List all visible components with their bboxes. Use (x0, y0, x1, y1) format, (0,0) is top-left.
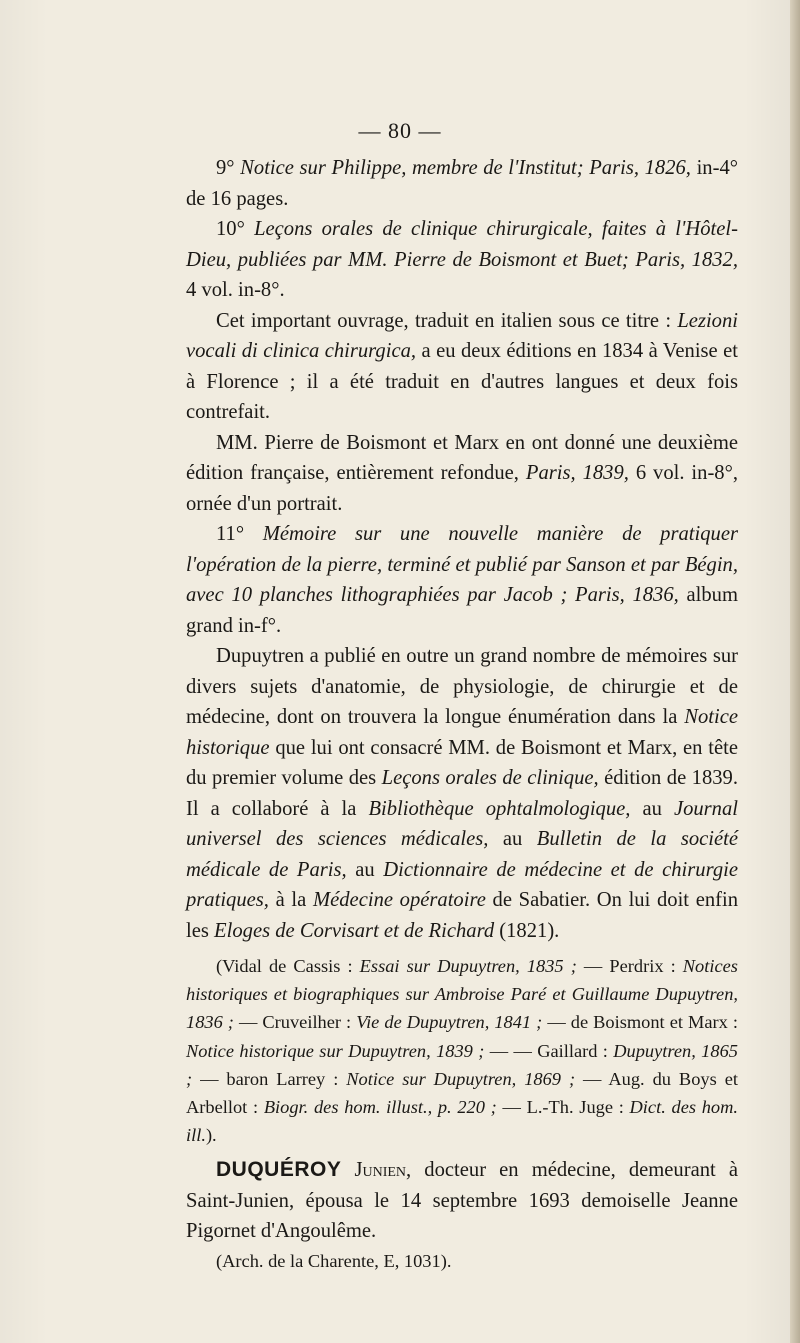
italic-place-date: Paris, 1839, (525, 462, 629, 484)
ref-author: — de Boismont et Marx : (547, 1012, 738, 1033)
ref-title: Notices historiques et biographiques sur Ambroise Paré et Guillaume Dupuytren, 1836 ; (186, 956, 738, 1033)
page-edge (790, 0, 800, 1343)
ref-title: Biogr. des hom. illust., p. 220 ; (263, 1097, 497, 1118)
body-text (186, 153, 738, 1275)
entry-9 (186, 153, 738, 214)
ref-title: Dict. des hom. ill. (186, 1097, 738, 1146)
ref-title: Notice historique sur Dupuytren, 1839 ; (186, 1040, 485, 1061)
italic-title: Lezioni vocali di clinica chirurgica, (186, 309, 738, 362)
entry-10-number: 10° (216, 218, 245, 240)
entry-duqueroy (186, 1155, 738, 1247)
text-run: édition de 1839. Il a collaboré à la (186, 767, 739, 820)
ref-title: Notice sur Dupuytren, 1869 ; (346, 1068, 576, 1089)
italic-title: Dictionnaire de médecine et de chirurgie pratiques, (186, 858, 738, 911)
text-run: Dupuytren a publié en outre un grand nombre de mémoires sur divers sujets d'anatomie, de physiologie, de chirurgie et de médecine, dont on trouvera la longue énumération dans la (186, 645, 738, 728)
entry-10-title: Leçons orales de clinique chirurgicale, faites à l'Hôtel-Dieu, publiées par MM. Pierre de Boismont et Buet; Paris, 1832, (186, 218, 738, 271)
ref-title: Essai sur Dupuytren, 1835 ; (359, 956, 577, 976)
italic-title: Eloges de Corvisart et de Richard (214, 919, 495, 942)
ref-close: ). (205, 1125, 217, 1146)
entry-10 (186, 214, 738, 306)
entry-text: docteur en médecine, demeurant à Saint-Junien, épousa le 14 septembre 1693 demoiselle Jeanne Pigornet d'Angoulême. (186, 1159, 738, 1243)
text-run: de Sabatier. On lui doit enfin les (186, 889, 739, 942)
source-citation: (Arch. de la Charente, E, 1031). (216, 1250, 452, 1271)
ref-author: — Perdrix : (583, 956, 676, 976)
text-run: au (642, 797, 662, 820)
text-run: (1821). (499, 919, 560, 942)
entry-11-title: Mémoire sur une nouvelle manière de pratiquer l'opération de la pierre, terminé et publié par Sanson et par Bégin, avec 10 planches lithographiées par Jacob ; Paris, 1836, (186, 523, 738, 606)
entry-11-number: 11° (216, 523, 245, 545)
entry-11 (186, 519, 738, 641)
text-run: que lui ont consacré MM. de Boismont et Marx, en tête du premier volume des (186, 736, 738, 789)
entry-9-format: in-4° de 16 pages. (186, 157, 738, 210)
text-run: Cet important ouvrage, traduit en italien sous ce titre : (216, 309, 672, 332)
ref-author: — — Gaillard : (489, 1040, 608, 1061)
italic-title: Médecine opératoire (312, 889, 486, 911)
ref-author: — Aug. du Boys et Arbellot : (186, 1068, 738, 1118)
page-number: — 80 — (358, 118, 442, 143)
paragraph-second-edition (186, 428, 738, 520)
paragraph-translation (186, 306, 738, 428)
entry-9-number: 9° (216, 157, 235, 179)
entry-11-format: album grand in-f°. (186, 584, 738, 637)
italic-title: Notice historique (186, 706, 739, 759)
references (186, 952, 738, 1149)
ref-title: Dupuytren, 1865 ; (186, 1040, 738, 1089)
entry-9-title: Notice sur Philippe, membre de l'Institut; Paris, 1826, (240, 157, 691, 179)
text-run: au (355, 858, 375, 881)
entry-first-name: Junien, (354, 1159, 412, 1182)
italic-title: Leçons orales de clinique, (381, 767, 599, 789)
entry-10-format: 4 vol. in-8°. (186, 279, 285, 301)
italic-title: Bulletin de la société médicale de Paris, (186, 828, 738, 881)
ref-author: — Cruveilher : (238, 1012, 352, 1033)
entry-source (186, 1247, 738, 1275)
entry-name: DUQUÉROY (216, 1158, 342, 1182)
ref-author: (Vidal de Cassis : (216, 956, 353, 976)
italic-title: Bibliothèque ophtalmologique, (368, 797, 631, 820)
italic-title: Journal universel des sciences médicales, (186, 797, 739, 850)
ref-author: — L.-Th. Juge : (502, 1097, 624, 1118)
text-run: 6 vol. in-8°, ornée d'un portrait. (186, 462, 738, 515)
paragraph-memoires (186, 641, 738, 946)
text-run: au (502, 828, 523, 850)
text-run: à la (275, 889, 307, 911)
ref-author: — baron Larrey : (200, 1068, 339, 1089)
text-run: MM. Pierre de Boismont et Marx en ont donné une deuxième édition française, entièrement refondue, (186, 431, 738, 484)
text-run: a eu deux éditions en 1834 à Venise et à Florence ; il a été traduit en d'autres langues et deux fois contrefait. (186, 340, 738, 423)
ref-title: Vie de Dupuytren, 1841 ; (356, 1012, 543, 1033)
